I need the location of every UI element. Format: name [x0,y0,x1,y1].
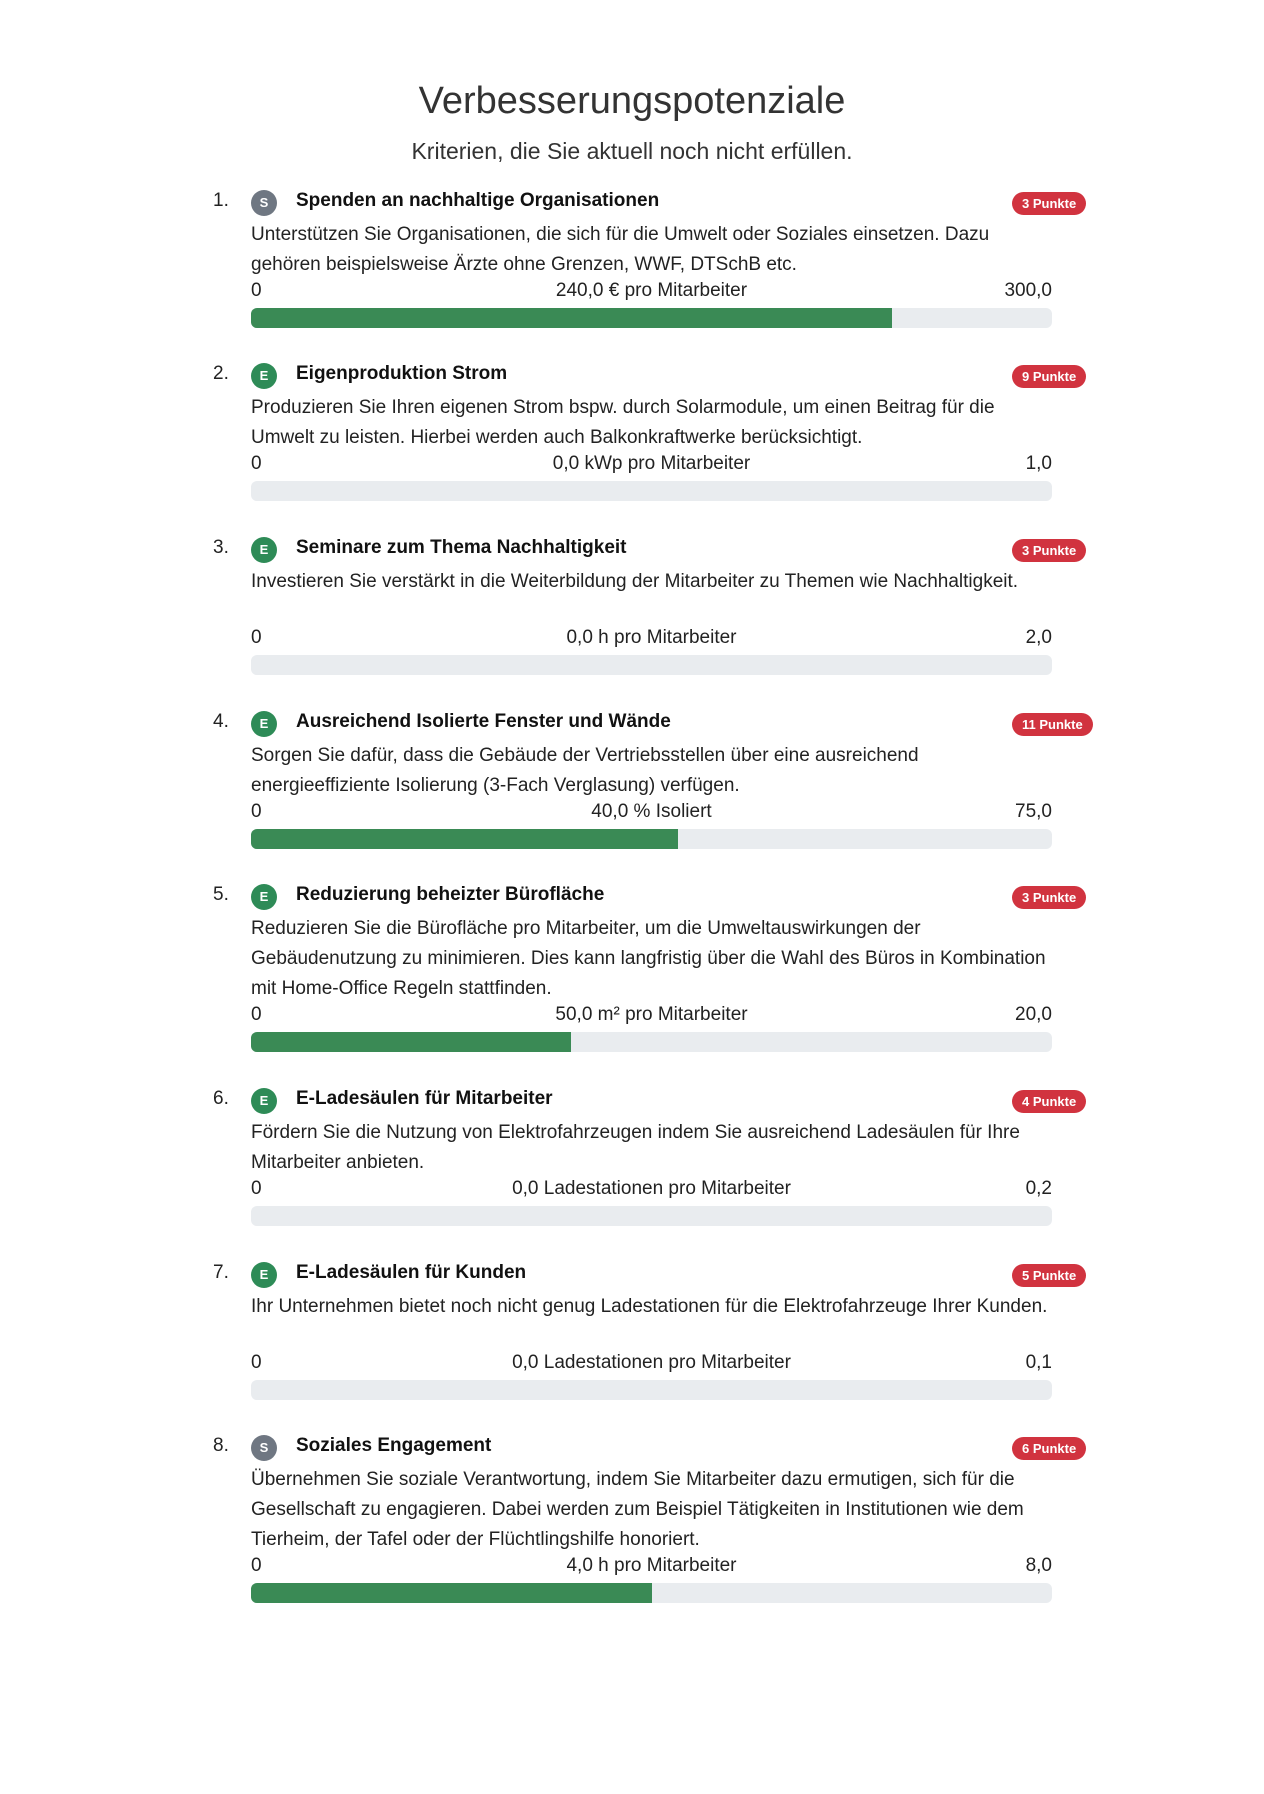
item-description: Sorgen Sie dafür, dass die Gebäude der Vertriebsstellen über eine ausreichend energieeffiziente Isolierung (3-Fach Verglasung) verfügen. [251,745,919,796]
progress-fill [251,308,892,328]
scale-max: 0,1 [1025,1352,1052,1373]
scale-max: 0,2 [1025,1178,1052,1199]
scale-current: 240,0 € pro Mitarbeiter [555,280,748,301]
progress-scale [251,1004,1052,1030]
progress-bar [251,1583,1052,1603]
item-title: Seminare zum Thema Nachhaltigkeit [296,537,627,558]
progress-scale [251,801,1052,827]
progress-bar [251,829,1052,849]
points-badge: 3 Punkte [1012,886,1086,909]
item-number: 5. [213,884,229,905]
category-badge: E [251,537,277,563]
scale-min: 0 [251,801,262,822]
scale-max: 2,0 [1025,627,1052,648]
scale-min: 0 [251,1352,262,1373]
category-badge: E [251,1088,277,1114]
points-badge: 11 Punkte [1012,713,1093,736]
progress-fill [251,1032,571,1052]
scale-current: 0,0 Ladestationen pro Mitarbeiter [512,1178,791,1199]
points-badge: 3 Punkte [1012,539,1086,562]
scale-current: 0,0 kWp pro Mitarbeiter [552,453,751,474]
scale-current: 50,0 m² pro Mitarbeiter [555,1004,748,1025]
item-description: Ihr Unternehmen bietet noch nicht genug Ladestationen für die Elektrofahrzeuge Ihrer Kunden. [251,1296,1048,1317]
points-badge: 3 Punkte [1012,192,1086,215]
item-title: Eigenproduktion Strom [296,363,508,384]
progress-scale [251,1178,1052,1204]
page-title: Verbesserungspotenziale [418,80,846,122]
scale-current: 40,0 % Isoliert [591,801,712,822]
progress-bar [251,308,1052,328]
item-number: 6. [213,1088,229,1109]
points-badge: 6 Punkte [1012,1437,1086,1460]
item-title: Ausreichend Isolierte Fenster und Wände [296,711,671,732]
item-description: Unterstützen Sie Organisationen, die sich für die Umwelt oder Soziales einsetzen. Dazu gehören beispielsweise Ärzte ohne Grenzen, WWF, DTSchB etc. [251,224,990,275]
scale-max: 1,0 [1025,453,1052,474]
item-description: Übernehmen Sie soziale Verantwortung, indem Sie Mitarbeiter dazu ermutigen, sich für die Gesellschaft zu engagieren. Dabei werden zum Beispiel Tätigkeiten in Institutionen wie dem Tierheim, der Tafel oder der Flüchtlingshilfe honoriert. [251,1469,1024,1550]
progress-scale [251,280,1052,306]
progress-bar [251,655,1052,675]
item-title: E-Ladesäulen für Mitarbeiter [296,1088,553,1109]
item-number: 2. [213,363,229,384]
scale-min: 0 [251,453,262,474]
category-badge: S [251,1435,277,1461]
scale-min: 0 [251,627,262,648]
scale-min: 0 [251,1178,262,1199]
scale-max: 20,0 [1015,1004,1052,1025]
item-number: 8. [213,1435,229,1456]
item-title: Soziales Engagement [296,1435,492,1456]
progress-bar [251,1206,1052,1226]
progress-scale [251,1555,1052,1581]
category-badge: E [251,711,277,737]
progress-fill [251,829,678,849]
item-description: Fördern Sie die Nutzung von Elektrofahrzeugen indem Sie ausreichend Ladesäulen für Ihre Mitarbeiter anbieten. [251,1122,1020,1173]
item-number: 1. [213,190,229,211]
scale-min: 0 [251,1555,262,1576]
item-description: Reduzieren Sie die Bürofläche pro Mitarbeiter, um die Umweltauswirkungen der Gebäudenutzung zu minimieren. Dies kann langfristig über die Wahl des Büros in Kombination mit Home-Office Regeln stattfinden. [251,918,1046,999]
page-subtitle: Kriterien, die Sie aktuell noch nicht erfüllen. [411,138,853,164]
points-badge: 4 Punkte [1012,1090,1086,1113]
progress-bar [251,1032,1052,1052]
item-number: 4. [213,711,229,732]
scale-min: 0 [251,280,262,301]
scale-max: 300,0 [1004,280,1052,301]
item-description: Investieren Sie verstärkt in die Weiterbildung der Mitarbeiter zu Themen wie Nachhaltigkeit. [251,571,1019,592]
progress-scale [251,627,1052,653]
scale-current: 4,0 h pro Mitarbeiter [566,1555,737,1576]
points-badge: 9 Punkte [1012,365,1086,388]
item-number: 7. [213,1262,229,1283]
progress-bar [251,1380,1052,1400]
scale-max: 8,0 [1025,1555,1052,1576]
category-badge: E [251,1262,277,1288]
progress-fill [251,1583,652,1603]
scale-min: 0 [251,1004,262,1025]
progress-scale [251,1352,1052,1378]
category-badge: E [251,884,277,910]
progress-scale [251,453,1052,479]
category-badge: E [251,363,277,389]
scale-current: 0,0 Ladestationen pro Mitarbeiter [512,1352,791,1373]
item-number: 3. [213,537,229,558]
points-badge: 5 Punkte [1012,1264,1086,1287]
item-description: Produzieren Sie Ihren eigenen Strom bspw. durch Solarmodule, um einen Beitrag für die Umwelt zu leisten. Hierbei werden auch Balkonkraftwerke berücksichtigt. [251,397,995,448]
item-title: Spenden an nachhaltige Organisationen [296,190,660,211]
progress-bar [251,481,1052,501]
category-badge: S [251,190,277,216]
scale-current: 0,0 h pro Mitarbeiter [566,627,737,648]
scale-max: 75,0 [1015,801,1052,822]
item-title: Reduzierung beheizter Bürofläche [296,884,605,905]
item-title: E-Ladesäulen für Kunden [296,1262,527,1283]
